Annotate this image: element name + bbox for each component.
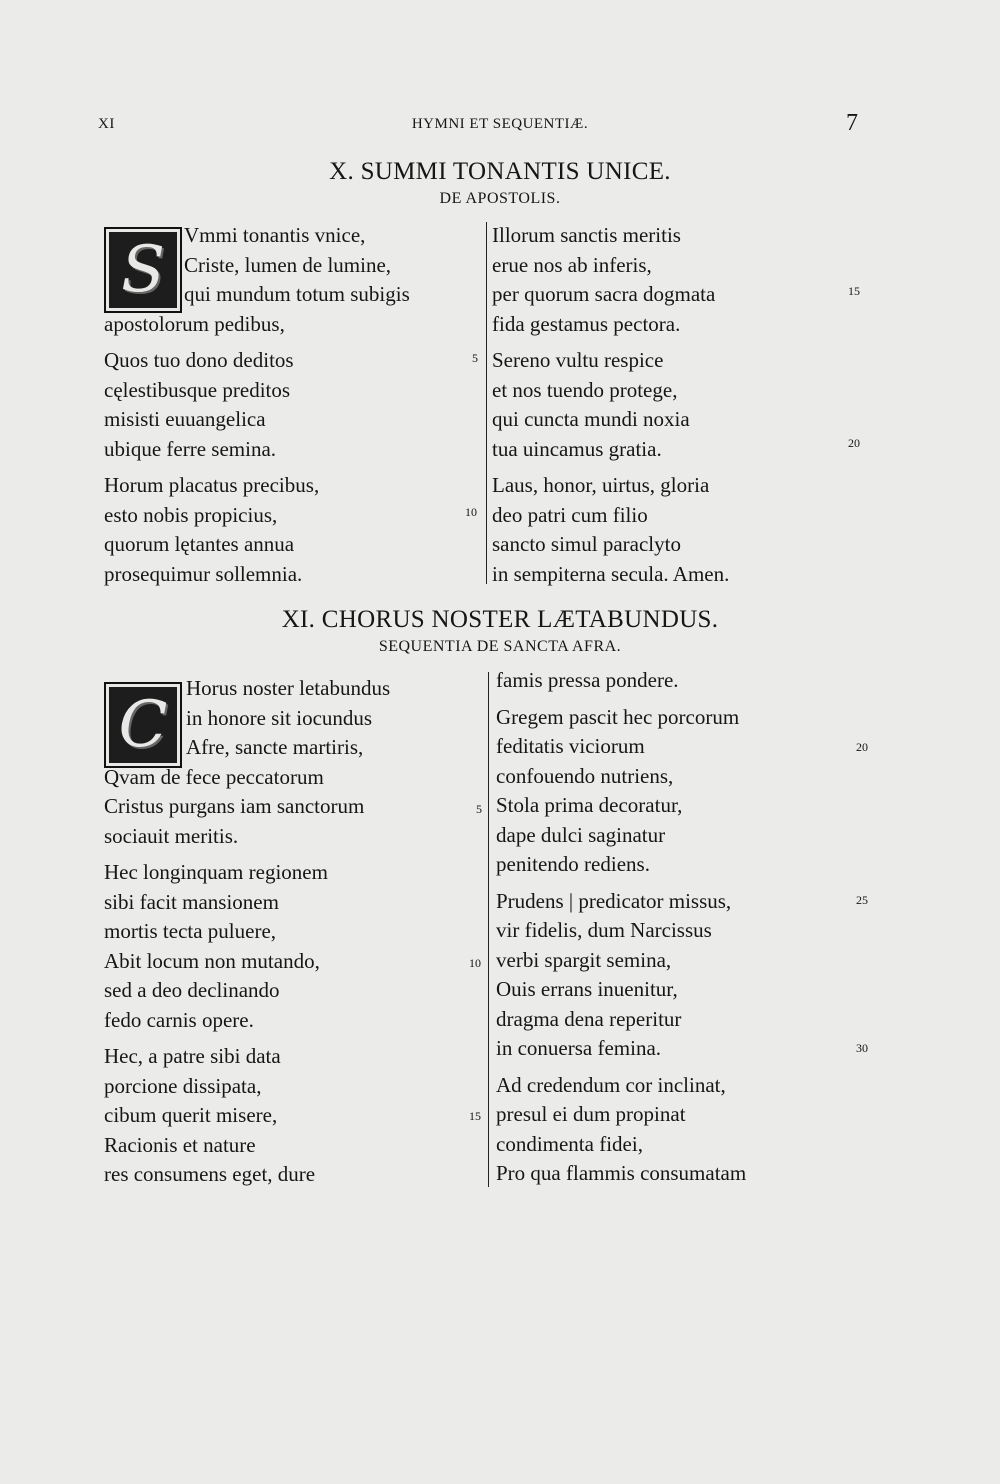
verse-line: Afre, sancte martiris,: [186, 735, 364, 759]
line-number: 30: [856, 1041, 868, 1055]
verse-line: Prudens | predicator missus,: [496, 888, 732, 913]
drop-cap-letter: C: [118, 688, 168, 762]
verse-line: qui mundum totum subigis: [184, 282, 410, 306]
verse-line: et nos tuendo protege,: [492, 377, 678, 402]
column-divider: [488, 672, 489, 1187]
verse-line: dape dulci saginatur: [496, 822, 666, 847]
verse-line: fedo carnis opere.: [104, 1007, 254, 1032]
verse-line: Cristus purgans iam sanctorum: [104, 794, 365, 818]
hymn-xi-right-column: [496, 666, 836, 1189]
drop-cap-letter: S: [121, 233, 165, 307]
line-number: 20: [856, 740, 868, 754]
hymn-xi-left-column: [104, 674, 484, 1190]
verse-line: Racionis et nature: [104, 1132, 256, 1157]
hymn-x-subtitle: DE APOSTOLIS.: [439, 190, 561, 207]
hymn-x-title: X. SUMMI TONANTIS UNICE.: [329, 158, 671, 185]
line-number: 20: [848, 436, 860, 450]
verse-line: cibum querit misere,: [104, 1103, 278, 1127]
page-number: 7: [846, 110, 859, 136]
hymn-xi-title: XI. CHORUS NOSTER LÆTABUNDUS.: [281, 606, 719, 633]
hymn-x-left-column: [104, 221, 484, 589]
verse-line: porcione dissipata,: [104, 1073, 262, 1098]
column-divider: [486, 222, 487, 584]
header-section-label: XI: [98, 116, 115, 132]
verse-line: in sempiterna secula. Amen.: [492, 561, 730, 586]
verse-line: Pro qua flammis consumatam: [496, 1161, 747, 1185]
verse-line: Criste, lumen de lumine,: [184, 252, 392, 277]
verse-line: Qvam de fece peccatorum: [104, 764, 324, 789]
line-number: 15: [469, 1109, 481, 1123]
verse-line: Laus, honor, uirtus, gloria: [492, 473, 710, 497]
verse-line: Hec longinquam regionem: [104, 860, 328, 884]
verse-line: Illorum sanctis meritis: [492, 223, 681, 247]
verse-line: res consumens eget, dure: [104, 1162, 316, 1186]
verse-line: dragma dena reperitur: [496, 1006, 682, 1031]
verse-line: verbi spargit semina,: [496, 947, 672, 972]
line-number: 25: [856, 893, 868, 907]
verse-line: in honore sit iocundus: [186, 705, 373, 730]
line-number: 5: [476, 802, 482, 816]
verse-line: feditatis viciorum: [496, 734, 645, 758]
verse-line: Stola prima decoratur,: [496, 793, 683, 817]
verse-line: mortis tecta puluere,: [104, 919, 277, 943]
line-number: 5: [472, 351, 478, 365]
verse-line: Horus noster letabundus: [186, 676, 391, 700]
verse-line: condimenta fidei,: [496, 1131, 643, 1156]
verse-line: qui cuncta mundi noxia: [492, 407, 690, 431]
hymn-xi-subtitle: SEQUENTIA DE SANCTA AFRA.: [378, 638, 622, 655]
hymn-x-right-column: [492, 221, 832, 589]
verse-line: sibi facit mansionem: [104, 889, 279, 914]
verse-line: prosequimur sollemnia.: [104, 561, 303, 586]
verse-line: Gregem pascit hec porcorum: [496, 704, 740, 729]
verse-line: esto nobis propicius,: [104, 502, 278, 527]
verse-line: Vmmi tonantis vnice,: [184, 223, 366, 247]
verse-line: apostolorum pedibus,: [104, 311, 285, 336]
verse-line: quorum lętantes annua: [104, 532, 295, 556]
verse-line: cęlestibusque preditos: [104, 377, 291, 402]
verse-line: Ad credendum cor inclinat,: [496, 1072, 726, 1097]
verse-line: Quos tuo dono deditos: [104, 348, 294, 372]
line-number: 10: [469, 956, 481, 970]
verse-line: vir fidelis, dum Narcissus: [496, 918, 712, 942]
verse-line: sociauit meritis.: [104, 823, 239, 848]
verse-line: erue nos ab inferis,: [492, 252, 652, 277]
verse-line: deo patri cum filio: [492, 502, 648, 527]
verse-line: fida gestamus pectora.: [492, 311, 681, 336]
verse-line: presul ei dum propinat: [496, 1102, 686, 1126]
verse-line: Ouis errans inuenitur,: [496, 977, 678, 1001]
verse-line: Abit locum non mutando,: [104, 948, 320, 973]
verse-line: sed a deo declinando: [104, 978, 280, 1002]
verse-line: per quorum sacra dogmata: [492, 282, 716, 306]
line-number: 15: [848, 284, 860, 298]
verse-line: ubique ferre semina.: [104, 436, 277, 461]
verse-line: Horum placatus precibus,: [104, 473, 320, 497]
verse-line: famis pressa pondere.: [496, 668, 679, 692]
verse-line: sancto simul paraclyto: [492, 532, 681, 556]
verse-line: Hec, a patre sibi data: [104, 1044, 281, 1068]
header-running-title: HYMNI ET SEQUENTIÆ.: [411, 116, 589, 132]
verse-line: misisti euuangelica: [104, 407, 266, 431]
verse-line: in conuersa femina.: [496, 1036, 662, 1060]
verse-line: confouendo nutriens,: [496, 763, 674, 788]
verse-line: penitendo rediens.: [496, 852, 650, 876]
line-number: 10: [465, 505, 477, 519]
verse-line: Sereno vultu respice: [492, 348, 664, 372]
verse-line: tua uincamus gratia.: [492, 436, 662, 461]
